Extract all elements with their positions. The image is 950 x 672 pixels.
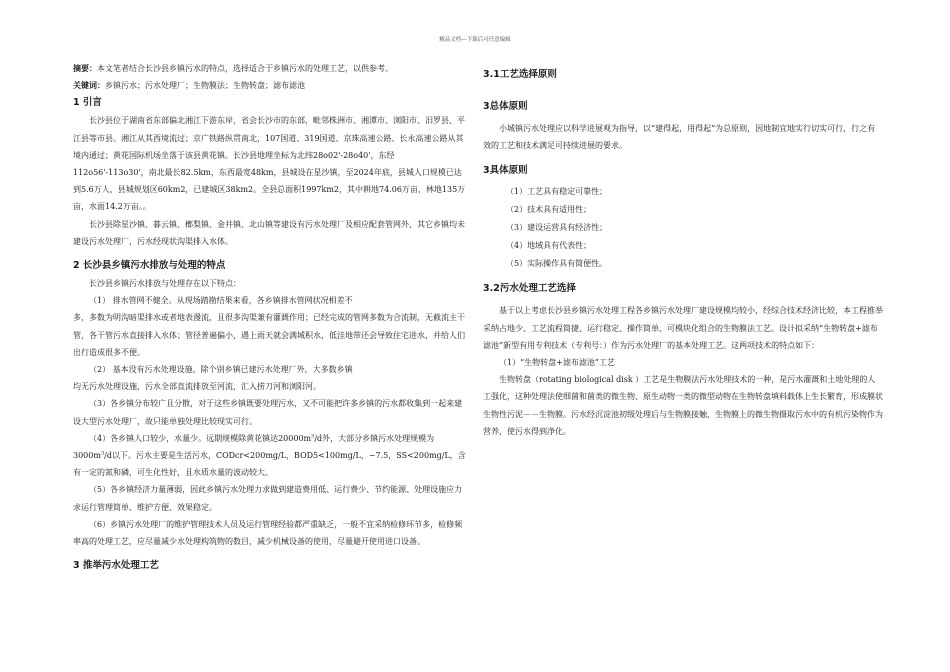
principle-item: （4）地域具有代表性； [506, 241, 592, 251]
left-column [73, 60, 468, 575]
abstract [73, 60, 468, 77]
general-principles-heading: 3总体原则 [483, 101, 528, 112]
general-principles-paragraph: 小城镇污水处理应以科学进展观为指导，以“建得起，用得起”为总原则，因地制宜地实行切实可行，行之有效的工艺和技术满足可持续进展的要求。 [483, 124, 876, 151]
principle-item: （5）实际操作具有简便性。 [506, 259, 608, 269]
keywords-label: 关键词： [73, 80, 105, 91]
superscript-3: 3 [311, 433, 315, 440]
section-2-item-2b: 均无污水处理设施，污水全部直流排放至河流，汇入捞刀河和浏阳河。 [73, 382, 321, 392]
section-3-2-heading: 3.2污水处理工艺选择 [483, 283, 576, 295]
specific-principles-heading: 3具体原则 [483, 165, 528, 177]
section-2-item-1a: （1） 排水管网不健全。从现场踏勘结果来看，各乡镇排水管网状况相差不 [89, 296, 353, 306]
superscript-3: 3 [100, 450, 105, 457]
section-3-2-paragraph-1: 基于以上考虑长沙县乡镇污水处理工程各乡镇污水处理厂建设规模均较小，经综合技术经济比较，本工程推举采纳占地少、工艺流程简捷、运行稳定、操作简单、可模块化组合的生物膜法工艺。设计拟采纳“生物转盘+滤布滤池”新型有用专利技术（专利号：）作为污水处理厂的基本处理工艺。这两项技术的特点如下： [483, 306, 883, 350]
principles-list [483, 183, 883, 273]
section-2-heading: 2 长沙县乡镇污水排放与处理的特点 [73, 260, 226, 272]
section-2-item-2a: （2） 基本没有污水处理设施。除个别乡镇已建污水处理厂外，大多数乡镇 [89, 365, 353, 375]
section-1-heading: 1 引言 [73, 97, 102, 109]
section-3-1-heading: 3.1工艺选择原则 [483, 69, 557, 80]
item-4-text-b: /d外，大部分乡镇污水处理规模为3000m [73, 433, 435, 461]
abstract-text: 本文笔者结合长沙县乡镇污水的特点，选择适合于乡镇污水的处理工艺，以供参考。 [97, 64, 393, 73]
section-2-item-1b: 多，多数为明沟暗渠排水或者地表漫流，且很多沟渠兼有灌溉作用；已经完成的管网多数为合流制，无截流主干管，各干管污水直接排入水体；管径普遍偏小，遇上雨天就会满城积水，低洼地带还会导致住宅进水，并给人们出行造成很多不便。 [73, 313, 465, 357]
section-1-paragraph-2: 长沙县除星沙镇、暮云镇、榔梨镇、金井镇、北山镇等建设有污水处理厂及相应配套管网外，其它乡镇均未建设污水处理厂，污水经现状沟渠排入水体。 [73, 219, 465, 246]
section-1-paragraph-1: 长沙县位于湖南省东部偏北湘江下游东岸，省会长沙市的东部，毗邻株洲市、湘潭市、浏阳市、汨罗县、平江县等市县。湘江从其西境流过；京广铁路纵贯南北，107国道、319国道、京珠高速公路、长永高速公路从其境内通过；黄花国际机场坐落于该县黄花镇。长沙县地理坐标为北纬28o02'-28o40'，东经112o56'-113o30'，南北最长82.5km，东西最宽48km，县城设在星沙镇，至2024年底，县城人口规模已达到5.6万人，县城规划区60km2，已建城区38km2。全县总面积1997km2，其中耕地74.06万亩，林地135万亩，水面14.2万亩。。 [73, 116, 466, 212]
item-4-text-a: （4）各乡镇人口较少，水量少。远期规模除黄花镇达20000m [89, 433, 312, 443]
section-2-intro: 长沙县乡镇污水排放与处理存在以下特点： [89, 279, 241, 289]
abstract-label: 摘要： [73, 63, 97, 73]
principle-item: （3）建设运营具有经济性； [506, 223, 608, 233]
keywords-text: 乡镇污水；污水处理厂；生物膜法；生物转盘；滤布滤池 [105, 81, 305, 91]
item-4-text-c: /d以下。污水主要是生活污水，CODcr<200mg/L，BOD5<100mg/L，~7.5，SS<200mg/L，含有一定的氮和磷，可生化性好，且水质水量的波动较大。 [73, 451, 466, 478]
right-column [483, 60, 883, 440]
section-2-item-4 [73, 430, 468, 482]
section-2-item-5: （5）各乡镇经济力量薄弱，因此乡镇污水处理力求做到建造费用低、运行费少、节约能源、处理设施应力求运行管理简单、维护方便、效果稳定。 [73, 485, 463, 512]
principle-item: （1）工艺具有稳定可靠性； [506, 187, 608, 197]
section-3-2-paragraph-2: 生物转盘（rotating biological disk ）工艺是生物膜法污水处理技术的一种，是污水灌溉和土地处理的人工强化，这种处理法使细菌和菌类的微生物、原生动物一类的微型动物在生物转盘填料载体上生长繁育，形成膜状生物性污泥－－生物膜。污水经沉淀池初级处理后与生物膜接触，生物膜上的微生物摄取污水中的有机污染物作为营养，使污水得到净化。 [483, 375, 883, 436]
section-3-heading: 3 推举污水处理工艺 [73, 560, 159, 572]
section-2-item-6: （6）乡镇污水处理厂的维护管理技术人员及运行管理经验都严重缺乏，一般不宜采纳检修环节多，检修频率高的处理工艺，应尽量减少水处理构筑物的数目，减少机械设备的使用，尽量避开使用进口设备。 [73, 519, 463, 547]
section-2-item-3: （3）各乡镇分布较广且分散，对于这些乡镇既要处理污水，又不可能把许多乡镇的污水都收集到一起来建设大型污水处理厂，故只能单独处理比较现实可行。 [73, 399, 463, 426]
header-note: 精品文档---下载后可任意编辑 [439, 37, 511, 43]
keywords [73, 77, 468, 94]
principle-item: （2）技术具有适用性； [506, 205, 592, 215]
section-3-2-subheading: （1）“生物转盘+滤布滤池”工艺 [499, 358, 615, 368]
